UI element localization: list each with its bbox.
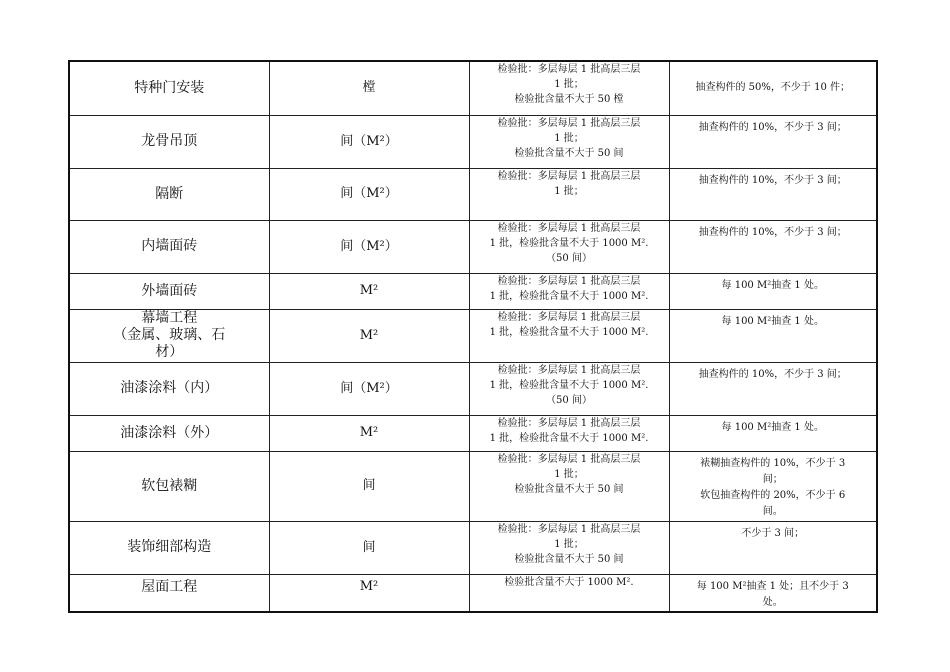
sampling-rule-cell-line: 不少于 3 间； bbox=[741, 527, 805, 539]
sampling-rule-cell bbox=[669, 273, 877, 309]
sampling-rule-cell bbox=[669, 521, 877, 574]
batch-rule-cell-line: 检验批：多层每层 1 批高层三层 bbox=[497, 170, 641, 182]
item-name-cell-line: 油漆涂料（内） bbox=[120, 380, 219, 396]
inspection-batch-table bbox=[68, 60, 878, 613]
sampling-rule-cell bbox=[669, 168, 877, 220]
batch-rule-cell-line: 1 批； bbox=[554, 468, 584, 480]
sampling-rule-cell-line: 间。 bbox=[762, 505, 783, 517]
item-name-cell-line: 屋面工程 bbox=[141, 578, 198, 595]
sampling-rule-cell-line: 抽查构件的 10%，不少于 3 间； bbox=[698, 121, 847, 133]
sampling-rule-cell-line: 间； bbox=[762, 473, 783, 485]
sampling-rule-cell-line: 软包抽查构件的 20%，不少于 6 bbox=[700, 489, 846, 501]
sampling-rule-cell bbox=[669, 115, 877, 168]
batch-rule-cell bbox=[469, 574, 669, 612]
unit-cell: 间 bbox=[269, 521, 469, 574]
item-name-cell-line: 内墙面砖 bbox=[141, 238, 198, 254]
table-row bbox=[69, 220, 877, 273]
batch-rule-cell-line: 检验批：多层每层 1 批高层三层 bbox=[497, 364, 641, 376]
table-row bbox=[69, 61, 877, 115]
table-row bbox=[69, 273, 877, 309]
batch-rule-cell bbox=[469, 362, 669, 415]
batch-rule-cell-line: 检验批含量不大于 1000 M². bbox=[504, 576, 634, 588]
unit-cell: 间（M²） bbox=[269, 220, 469, 273]
batch-rule-cell-line: 检验批含量不大于 50 樘 bbox=[514, 94, 624, 105]
batch-rule-cell bbox=[469, 168, 669, 220]
batch-rule-cell bbox=[469, 220, 669, 273]
sampling-rule-cell-line: 每 100 M²抽查 1 处。 bbox=[721, 315, 824, 327]
batch-rule-cell-line: （50 间） bbox=[546, 394, 592, 406]
batch-rule-cell-line: 检验批：多层每层 1 批高层三层 bbox=[497, 417, 641, 429]
batch-rule-cell bbox=[469, 521, 669, 574]
batch-rule-cell-line: 检验批：多层每层 1 批高层三层 bbox=[497, 523, 641, 535]
item-name-cell bbox=[69, 415, 269, 451]
batch-rule-cell-line: 检验批：多层每层 1 批高层三层 bbox=[497, 275, 641, 287]
item-name-cell bbox=[69, 521, 269, 574]
sampling-rule-cell bbox=[669, 309, 877, 362]
batch-rule-cell-line: 1 批； bbox=[554, 79, 584, 90]
sampling-rule-cell-line: 每 100 M²抽查 1 处。 bbox=[721, 279, 824, 291]
sampling-rule-cell-line: 每 100 M²抽查 1 处；且不少于 3 bbox=[696, 580, 849, 592]
unit-cell: 樘 bbox=[269, 61, 469, 115]
item-name-cell-line: 隔断 bbox=[155, 185, 184, 202]
item-name-cell-line: 软包裱糊 bbox=[141, 477, 198, 494]
batch-rule-cell-line: 检验批：多层每层 1 批高层三层 bbox=[497, 453, 641, 465]
unit-cell: M² bbox=[269, 415, 469, 451]
table-row bbox=[69, 521, 877, 574]
batch-rule-cell bbox=[469, 309, 669, 362]
item-name-cell bbox=[69, 115, 269, 168]
unit-cell: 间（M²） bbox=[269, 115, 469, 168]
batch-rule-cell-line: 1 批，检验批含量不大于 1000 M². bbox=[489, 326, 649, 338]
item-name-cell bbox=[69, 61, 269, 115]
batch-rule-cell-line: 检验批含量不大于 50 间 bbox=[514, 553, 624, 565]
item-name-cell-line: 特种门安装 bbox=[134, 79, 205, 96]
item-name-cell-line: （金属、玻璃、石 bbox=[113, 327, 226, 343]
table-row bbox=[69, 574, 877, 612]
table-row bbox=[69, 168, 877, 220]
batch-rule-cell-line: 检验批含量不大于 50 间 bbox=[514, 483, 624, 495]
sampling-rule-cell bbox=[669, 61, 877, 115]
batch-rule-cell bbox=[469, 273, 669, 309]
item-name-cell bbox=[69, 451, 269, 521]
table-body bbox=[69, 61, 877, 612]
sampling-rule-cell bbox=[669, 574, 877, 612]
batch-rule-cell-line: 1 批，检验批含量不大于 1000 M². bbox=[489, 379, 649, 391]
batch-rule-cell-line: 1 批； bbox=[554, 185, 584, 197]
table-row bbox=[69, 415, 877, 451]
batch-rule-cell-line: 1 批，检验批含量不大于 1000 M². bbox=[489, 237, 649, 249]
sampling-rule-cell-line: 抽查构件的 10%，不少于 3 间； bbox=[698, 368, 847, 380]
item-name-cell-line: 龙骨吊顶 bbox=[141, 133, 198, 149]
batch-rule-cell-line: （50 间） bbox=[546, 252, 592, 264]
item-name-cell bbox=[69, 168, 269, 220]
sampling-rule-cell-line: 抽查构件的 50%，不少于 10 件； bbox=[695, 82, 850, 94]
sampling-rule-cell-line: 裱糊抽查构件的 10%，不少于 3 bbox=[700, 457, 846, 469]
sampling-rule-cell-line: 处。 bbox=[762, 596, 783, 608]
table-row bbox=[69, 451, 877, 521]
sampling-rule-cell-line: 抽查构件的 10%，不少于 3 间； bbox=[698, 226, 847, 238]
sampling-rule-cell-line: 抽查构件的 10%，不少于 3 间； bbox=[698, 174, 847, 186]
item-name-cell bbox=[69, 574, 269, 612]
batch-rule-cell-line: 检验批：多层每层 1 批高层三层 bbox=[497, 117, 641, 129]
item-name-cell-line: 材） bbox=[155, 344, 184, 360]
batch-rule-cell-line: 1 批； bbox=[554, 132, 584, 144]
batch-rule-cell bbox=[469, 451, 669, 521]
item-name-cell bbox=[69, 309, 269, 362]
item-name-cell bbox=[69, 273, 269, 309]
item-name-cell-line: 油漆涂料（外） bbox=[120, 424, 219, 441]
sampling-rule-cell bbox=[669, 451, 877, 521]
unit-cell: M² bbox=[269, 309, 469, 362]
batch-rule-cell-line: 1 批，检验批含量不大于 1000 M². bbox=[489, 290, 649, 302]
item-name-cell bbox=[69, 362, 269, 415]
sampling-rule-cell-line: 每 100 M²抽查 1 处。 bbox=[721, 421, 824, 433]
item-name-cell-line: 装饰细部构造 bbox=[127, 539, 212, 555]
batch-rule-cell-line: 检验批：多层每层 1 批高层三层 bbox=[497, 311, 641, 323]
batch-rule-cell bbox=[469, 415, 669, 451]
unit-cell: 间（M²） bbox=[269, 362, 469, 415]
item-name-cell-line: 外墙面砖 bbox=[141, 282, 198, 299]
batch-rule-cell-line: 1 批； bbox=[554, 538, 584, 550]
unit-cell: M² bbox=[269, 574, 469, 612]
item-name-cell-line: 幕墙工程 bbox=[141, 310, 198, 326]
unit-cell: 间 bbox=[269, 451, 469, 521]
batch-rule-cell bbox=[469, 115, 669, 168]
item-name-cell bbox=[69, 220, 269, 273]
sampling-rule-cell bbox=[669, 362, 877, 415]
table-row bbox=[69, 309, 877, 362]
sampling-rule-cell bbox=[669, 415, 877, 451]
sampling-rule-cell bbox=[669, 220, 877, 273]
batch-rule-cell-line: 检验批：多层每层 1 批高层三层 bbox=[497, 64, 641, 75]
table-row bbox=[69, 115, 877, 168]
unit-cell: M² bbox=[269, 273, 469, 309]
batch-rule-cell bbox=[469, 61, 669, 115]
table-row bbox=[69, 362, 877, 415]
unit-cell: 间（M²） bbox=[269, 168, 469, 220]
batch-rule-cell-line: 检验批含量不大于 50 间 bbox=[514, 147, 624, 159]
batch-rule-cell-line: 检验批：多层每层 1 批高层三层 bbox=[497, 222, 641, 234]
batch-rule-cell-line: 1 批，检验批含量不大于 1000 M². bbox=[489, 432, 649, 444]
